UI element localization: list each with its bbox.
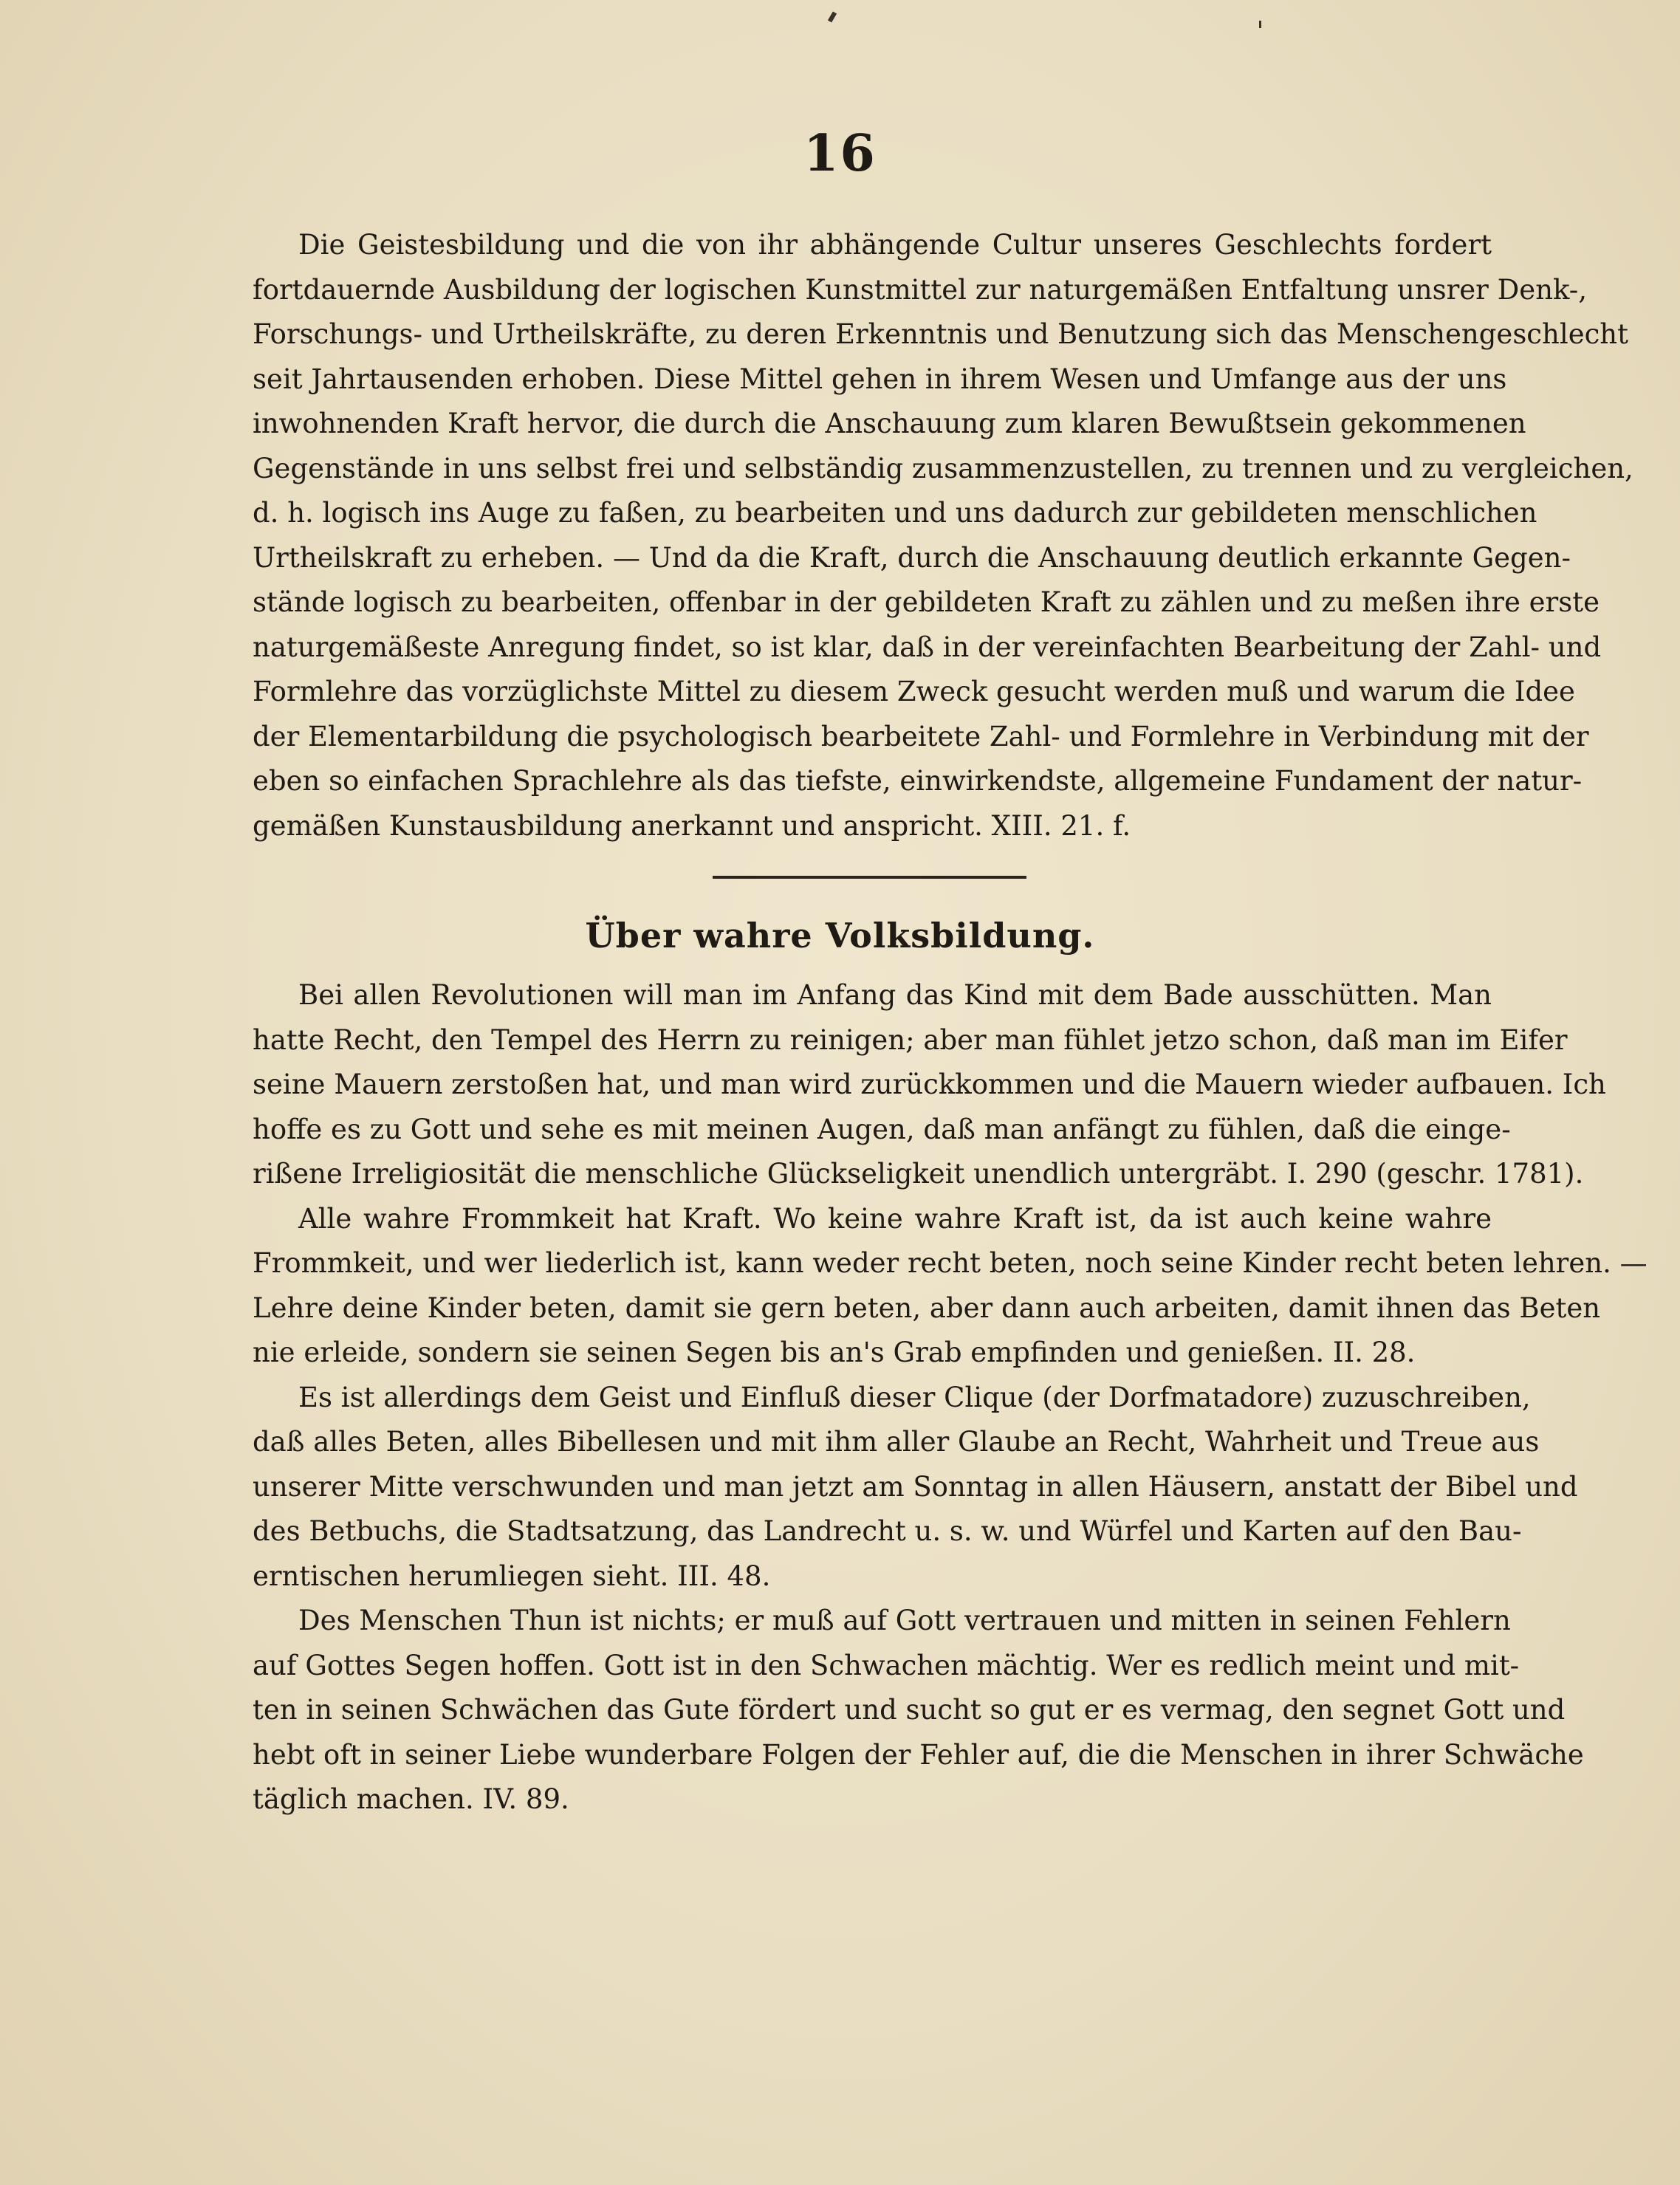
text-line: hatte Recht, den Tempel des Herrn zu reinigen; aber man fühlet jetzo schon, daß man im Eifer bbox=[253, 1023, 1568, 1056]
text-line: Bei allen Revolutionen will man im Anfang das Kind mit dem Bade ausschütten. Man bbox=[298, 979, 1492, 1011]
text-line: hebt oft in seiner Liebe wunderbare Folgen der Fehler auf, die die Menschen in ihrer Schwäche bbox=[253, 1738, 1584, 1771]
text-line: Die Geistesbildung und die von ihr abhängende Cultur unseres Geschlechts fordert bbox=[298, 229, 1492, 261]
text-line: Frommkeit, und wer liederlich ist, kann weder recht beten, noch seine Kinder recht beten lehren. — bbox=[253, 1247, 1648, 1279]
text-line: nie erleide, sondern sie seinen Segen bis an's Grab empfinden und genießen. II. 28. bbox=[253, 1337, 1416, 1368]
text-line: der Elementarbildung die psychologisch bearbeitete Zahl- und Formlehre in Verbindung mit der bbox=[253, 720, 1589, 752]
text-line: auf Gottes Segen hoffen. Gott ist in den Schwachen mächtig. Wer es redlich meint und mit- bbox=[253, 1649, 1520, 1681]
text-line: Urtheilskraft zu erheben. — Und da die Kraft, durch die Anschauung deutlich erkannte Gegen- bbox=[253, 541, 1571, 574]
text-line: Des Menschen Thun ist nichts; er muß auf Gott vertrauen und mitten in seinen Fehlern bbox=[298, 1605, 1511, 1636]
page-number: 16 bbox=[803, 124, 877, 183]
text-line: täglich machen. IV. 89. bbox=[253, 1783, 569, 1815]
print-speck bbox=[1259, 21, 1261, 28]
paragraphs-volksbildung bbox=[253, 973, 1648, 1822]
text-line: seine Mauern zerstoßen hat, und man wird zurückkommen und die Mauern wieder aufbauen. Ich bbox=[253, 1069, 1606, 1100]
text-line: eben so einfachen Sprachlehre als das tiefste, einwirkendste, allgemeine Fundament der natur- bbox=[253, 765, 1583, 797]
print-speck bbox=[828, 11, 837, 22]
text-line: seit Jahrtausenden erhoben. Diese Mittel gehen in ihrem Wesen und Umfange aus der uns bbox=[253, 363, 1507, 395]
text-line: Gegenstände in uns selbst frei und selbständig zusammenzustellen, zu trennen und zu vergleichen, bbox=[253, 452, 1633, 484]
text-line: d. h. logisch ins Auge zu faßen, zu bearbeiten und uns dadurch zur gebildeten menschlichen bbox=[253, 497, 1537, 529]
text-line: des Betbuchs, die Stadtsatzung, das Landrecht u. s. w. und Würfel und Karten auf den Bau- bbox=[253, 1515, 1522, 1547]
text-line: Es ist allerdings dem Geist und Einfluß dieser Clique (der Dorfmatadore) zuzuschreiben, bbox=[298, 1381, 1531, 1413]
text-line: gemäßen Kunstausbildung anerkannt und anspricht. XIII. 21. f. bbox=[253, 809, 1131, 842]
section-divider bbox=[713, 876, 1026, 879]
text-line: Forschungs- und Urtheilskräfte, zu deren Erkenntnis und Benutzung sich das Menschengeschlecht bbox=[253, 318, 1629, 350]
paragraph-geistesbildung bbox=[253, 223, 1633, 848]
text-line: inwohnenden Kraft hervor, die durch die Anschauung zum klaren Bewußtsein gekommenen bbox=[253, 408, 1526, 439]
text-line: naturgemäßeste Anregung findet, so ist klar, daß in der vereinfachten Bearbeitung der Zahl- und bbox=[253, 631, 1602, 663]
text-line: daß alles Beten, alles Bibellesen und mit ihm aller Glaube an Recht, Wahrheit und Treue aus bbox=[253, 1426, 1540, 1458]
text-line: stände logisch zu bearbeiten, offenbar in der gebildeten Kraft zu zählen und zu meßen ihre erste bbox=[253, 586, 1600, 618]
text-line: Lehre deine Kinder beten, damit sie gern beten, aber dann auch arbeiten, damit ihnen das Beten bbox=[253, 1292, 1601, 1324]
text-line: unserer Mitte verschwunden und man jetzt am Sonntag in allen Häusern, anstatt der Bibel und bbox=[253, 1470, 1578, 1503]
text-line: erntischen herumliegen sieht. III. 48. bbox=[253, 1560, 771, 1592]
text-line: ten in seinen Schwächen das Gute fördert und sucht so gut er es vermag, den segnet Gott und bbox=[253, 1694, 1566, 1726]
text-line: Alle wahre Frommkeit hat Kraft. Wo keine wahre Kraft ist, da ist auch keine wahre bbox=[298, 1202, 1492, 1235]
text-line: rißene Irreligiosität die menschliche Glückseligkeit unendlich untergräbt. I. 290 (geschr. 1781). bbox=[253, 1158, 1584, 1190]
text-line: Formlehre das vorzüglichste Mittel zu diesem Zweck gesucht werden muß und warum die Idee bbox=[253, 676, 1575, 707]
section-heading: Über wahre Volksbildung. bbox=[585, 916, 1095, 956]
text-line: hoffe es zu Gott und sehe es mit meinen Augen, daß man anfängt zu fühlen, daß die einge- bbox=[253, 1113, 1511, 1145]
text-line: fortdauernde Ausbildung der logischen Kunstmittel zur naturgemäßen Entfaltung unsrer Denk-, bbox=[253, 273, 1588, 306]
